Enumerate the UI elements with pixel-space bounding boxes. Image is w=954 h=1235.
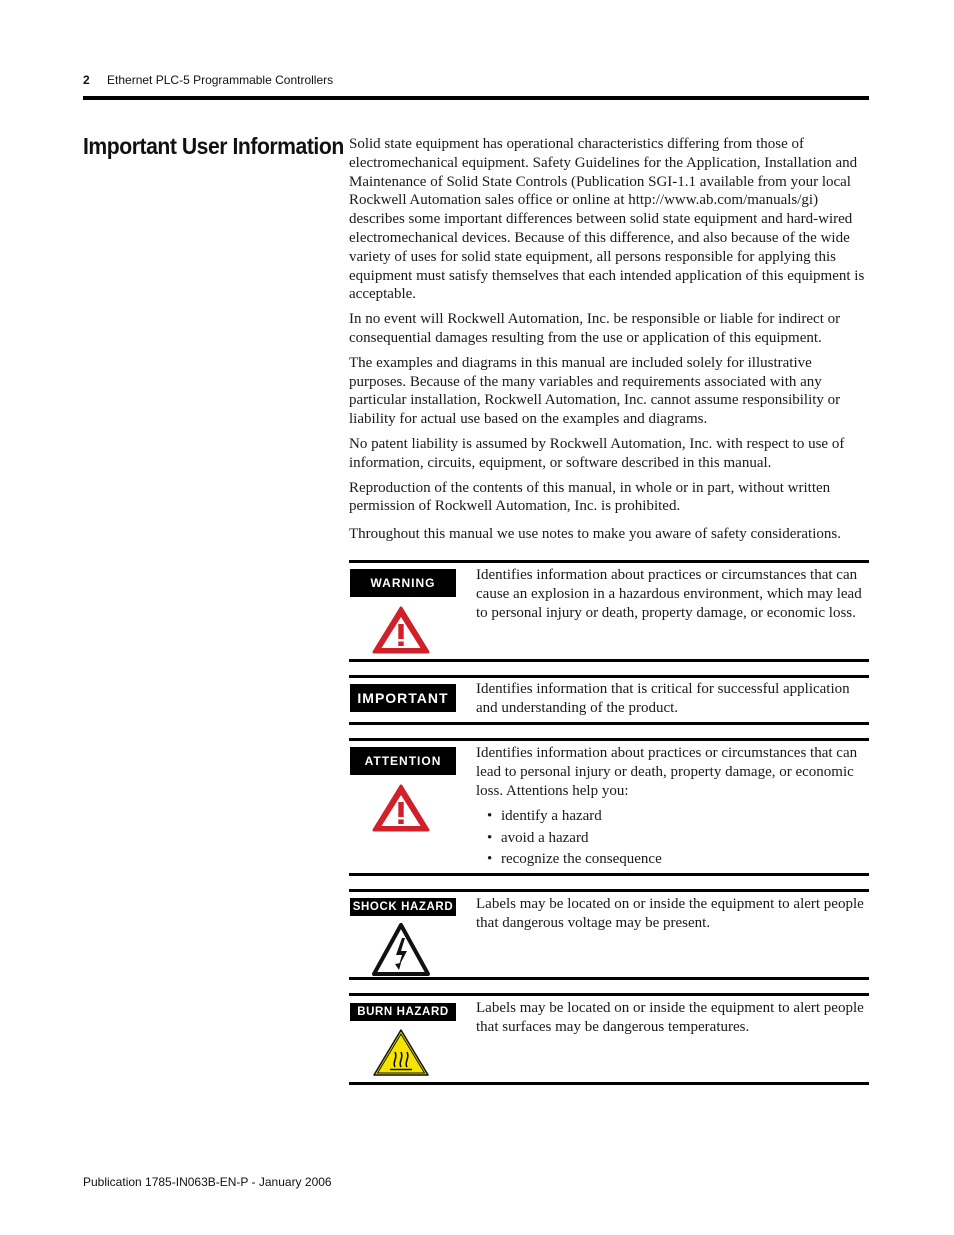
list-item: • recognize the consequence (476, 849, 869, 871)
burn-hazard-text: Labels may be located on or inside the equipment to alert people that surfaces may be dangerous temperatures. (476, 1000, 864, 1035)
important-note (349, 675, 869, 725)
warning-label: WARNING (350, 569, 456, 597)
header-rule (83, 96, 869, 100)
paragraph: Throughout this manual we use notes to make you aware of safety considerations. (349, 526, 841, 543)
paragraph: The examples and diagrams in this manual are included solely for illustrative purposes. Because of the many variables and requirements associated with any particular installation, Rockwell Automation, Inc. cannot assume responsibility or liability for actual use based on the examples and diagrams. (349, 354, 841, 428)
paragraph: In no event will Rockwell Automation, Inc. be responsible or liable for indirect or consequential damages resulting from the use or application of this equipment. (349, 311, 841, 346)
burn-hazard-icon (371, 1027, 431, 1084)
paragraph: Reproduction of the contents of this manual, in whole or in part, without written permission of Rockwell Automation, Inc. is prohibited. (349, 479, 831, 515)
important-text: Identifies information that is critical for successful application and understanding of the product. (476, 681, 850, 716)
important-label: IMPORTANT (350, 684, 456, 712)
attention-text-block (476, 744, 869, 871)
list-item: • identify a hazard (476, 806, 869, 828)
warning-note (349, 560, 869, 662)
attention-note (349, 738, 869, 876)
page-number: 2 (83, 73, 90, 87)
burn-hazard-label: BURN HAZARD (350, 1003, 456, 1021)
attention-label: ATTENTION (350, 747, 456, 775)
shock-hazard-text: Labels may be located on or inside the equipment to alert people that dangerous voltage may be present. (476, 896, 864, 931)
list-item: • avoid a hazard (476, 828, 869, 850)
section-title: Important User Information (83, 133, 344, 159)
running-header (83, 73, 333, 87)
attention-text: Identifies information about practices or circumstances that can lead to personal injury or death, property damage, or economic loss. Attentions help you: (476, 745, 858, 799)
warning-triangle-icon (371, 783, 431, 838)
running-title: Ethernet PLC-5 Programmable Controllers (107, 73, 334, 87)
shock-hazard-note (349, 889, 869, 980)
paragraph: No patent liability is assumed by Rockwell Automation, Inc. with respect to use of information, circuits, equipment, or software described in this manual. (349, 435, 845, 471)
shock-hazard-label: SHOCK HAZARD (350, 898, 456, 916)
body-text (349, 135, 869, 550)
warning-text: Identifies information about practices or circumstances that can cause an explosion in a hazardous environment, which may lead to personal injury or death, property damage, or economic loss. (476, 567, 862, 621)
warning-triangle-icon (371, 605, 431, 660)
publication-footer: Publication 1785-IN063B-EN-P - January 2006 (83, 1175, 332, 1189)
shock-hazard-icon (371, 922, 431, 983)
attention-bullet-list (476, 806, 869, 871)
burn-hazard-note (349, 993, 869, 1085)
paragraph: Solid state equipment has operational characteristics differing from those of electromechanical equipment. Safety Guidelines for the Application, Installation and Maintenance of Solid State Controls (Publication SGI-1.1 available from your local Rockwell Automation sales office or online at http://www.ab.com/manuals/gi) describes some important differences between solid state equipment and hard-wired electromechanical devices. Because of this difference, and also because of the wide variety of uses for solid state equipment, all persons responsible for applying this equipment must satisfy themselves that each intended application of this equipment is acceptable. (349, 136, 865, 303)
